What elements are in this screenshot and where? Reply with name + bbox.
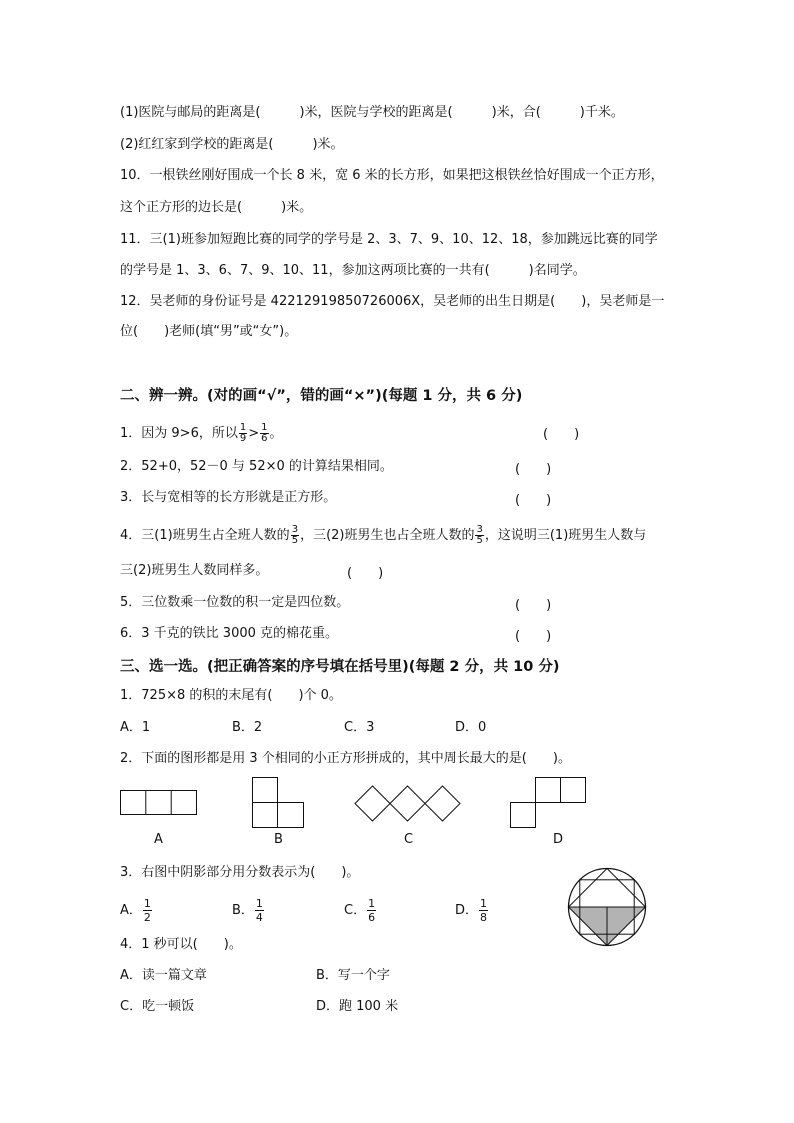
option-c: C．吃一顿饭 [120, 999, 195, 1014]
judge-question-2: 2．52+0，52－0 与 52×0 的计算结果相同。 [120, 459, 393, 474]
choose-question-1: 1．725×8 的积的末尾有( )个 0。 [120, 688, 342, 703]
fraction-numerator: 1 [261, 422, 268, 433]
judge-q1-text: 1．因为 9>6，所以 [120, 426, 238, 441]
option-c: C．3 [344, 720, 375, 735]
question-11-line-1: 11．三(1)班参加短跑比赛的同学的学号是 2、3、7、9、10、12、18，参加跳远比赛的同学 [120, 232, 658, 247]
answer-paren[interactable]: ( ) [347, 566, 384, 581]
judge-q4-text: 4．三(1)班男生占全班人数的 [120, 528, 290, 543]
fraction-three-fifths [475, 525, 483, 546]
fraction-one-half [143, 897, 152, 924]
judge-q4-end: ，这说明三(1)班男生人数与 [484, 528, 647, 543]
option-letter: A． [120, 903, 142, 918]
question-9-part-1: (1)医院与邮局的距离是( )米，医院与学校的距离是( )米，合( )千米。 [120, 105, 624, 120]
fraction-numerator: 3 [476, 524, 483, 535]
answer-paren[interactable]: ( ) [515, 629, 552, 644]
shape-d-label: D [553, 832, 564, 847]
choose-question-3: 3．右图中阴影部分用分数表示为( )。 [120, 865, 360, 880]
option-b [232, 897, 265, 924]
judge-question-1 [120, 423, 283, 444]
fraction-denominator: 4 [255, 911, 263, 924]
fraction-denominator: 5 [291, 535, 299, 546]
question-10-line-1: 10．一根铁丝刚好围成一个长 8 米，宽 6 米的长方形，如果把这根铁丝恰好围成一个正方形， [120, 168, 664, 183]
answer-paren[interactable]: ( ) [543, 427, 580, 442]
shape-a-label: A [154, 832, 163, 847]
option-d [455, 897, 489, 924]
judge-question-4-line-2: 三(2)班男生人数同样多。 [120, 563, 269, 578]
fraction-numerator: 1 [239, 422, 247, 433]
judge-q1-end: 。 [269, 426, 283, 441]
fraction-denominator: 8 [480, 911, 488, 924]
question-10-line-2: 这个正方形的边长是( )米。 [120, 200, 313, 215]
option-d: D．跑 100 米 [316, 999, 399, 1014]
option-letter: B． [232, 903, 254, 918]
judge-q4-mid: ，三(2)班男生也占全班人数的 [300, 528, 475, 543]
judge-question-6: 6．3 千克的铁比 3000 克的棉花重。 [120, 626, 339, 641]
fraction-numerator: 3 [291, 524, 299, 535]
fraction-numerator: 1 [480, 897, 488, 910]
shape-b-label: B [274, 832, 283, 847]
option-a [120, 897, 153, 924]
fraction-numerator: 1 [255, 897, 263, 910]
section-choose-title: 三、选一选。(把正确答案的序号填在括号里)(每题 2 分，共 10 分) [120, 659, 560, 675]
fraction-numerator: 1 [368, 897, 376, 910]
judge-question-3: 3．长与宽相等的长方形就是正方形。 [120, 490, 337, 505]
question-12-line-1: 12．吴老师的身份证号是 42212919850726006X，吴老师的出生日期是( )，吴老师是一 [120, 294, 665, 309]
judge-question-4-line-1 [120, 525, 646, 546]
shape-a-diagram [120, 790, 198, 816]
shape-c-label: C [404, 832, 414, 847]
fraction-denominator: 5 [476, 535, 483, 546]
fraction-numerator: 1 [143, 897, 151, 910]
option-a: A．1 [120, 720, 151, 735]
question-11-line-2: 的学号是 1、3、6、7、9、10、11，参加这两项比赛的一共有( )名同学。 [120, 263, 586, 278]
choose-question-4: 4．1 秒可以( )。 [120, 937, 242, 952]
choose-question-2: 2．下面的图形都是用 3 个相同的小正方形拼成的，其中周长最大的是( )。 [120, 751, 571, 766]
answer-paren[interactable]: ( ) [515, 462, 552, 477]
fraction-denominator: 6 [261, 433, 268, 444]
fraction-one-quarter [255, 897, 264, 924]
option-letter: C． [344, 903, 367, 918]
circle-shaded-diagram [566, 866, 650, 950]
option-a: A．读一篇文章 [120, 968, 207, 983]
greater-than-sign: > [248, 426, 260, 441]
fraction-denominator: 6 [368, 911, 376, 924]
option-d: D．0 [455, 720, 487, 735]
fraction-denominator: 9 [239, 433, 247, 444]
option-letter: D． [455, 903, 479, 918]
fraction-denominator: 2 [143, 911, 151, 924]
option-c [344, 897, 377, 924]
question-12-line-2: 位( )老师(填“男”或“女”)。 [120, 324, 298, 339]
fraction-three-fifths [291, 525, 299, 546]
answer-paren[interactable]: ( ) [515, 493, 552, 508]
fraction-one-ninth [239, 423, 247, 444]
fraction-one-eighth [479, 897, 488, 924]
section-judge-title: 二、辨一辨。(对的画“√”，错的画“×”)(每题 1 分，共 6 分) [120, 388, 523, 404]
shape-c-diagram [354, 785, 466, 823]
shape-b-diagram [252, 777, 306, 829]
option-b: B．2 [232, 720, 263, 735]
fraction-one-sixth [367, 897, 376, 924]
shape-d-diagram [510, 777, 588, 829]
judge-question-5: 5．三位数乘一位数的积一定是四位数。 [120, 595, 350, 610]
fraction-one-sixth [260, 423, 268, 444]
question-9-part-2: (2)红红家到学校的距离是( )米。 [120, 137, 344, 152]
option-b: B．写一个字 [316, 968, 390, 983]
answer-paren[interactable]: ( ) [515, 598, 552, 613]
